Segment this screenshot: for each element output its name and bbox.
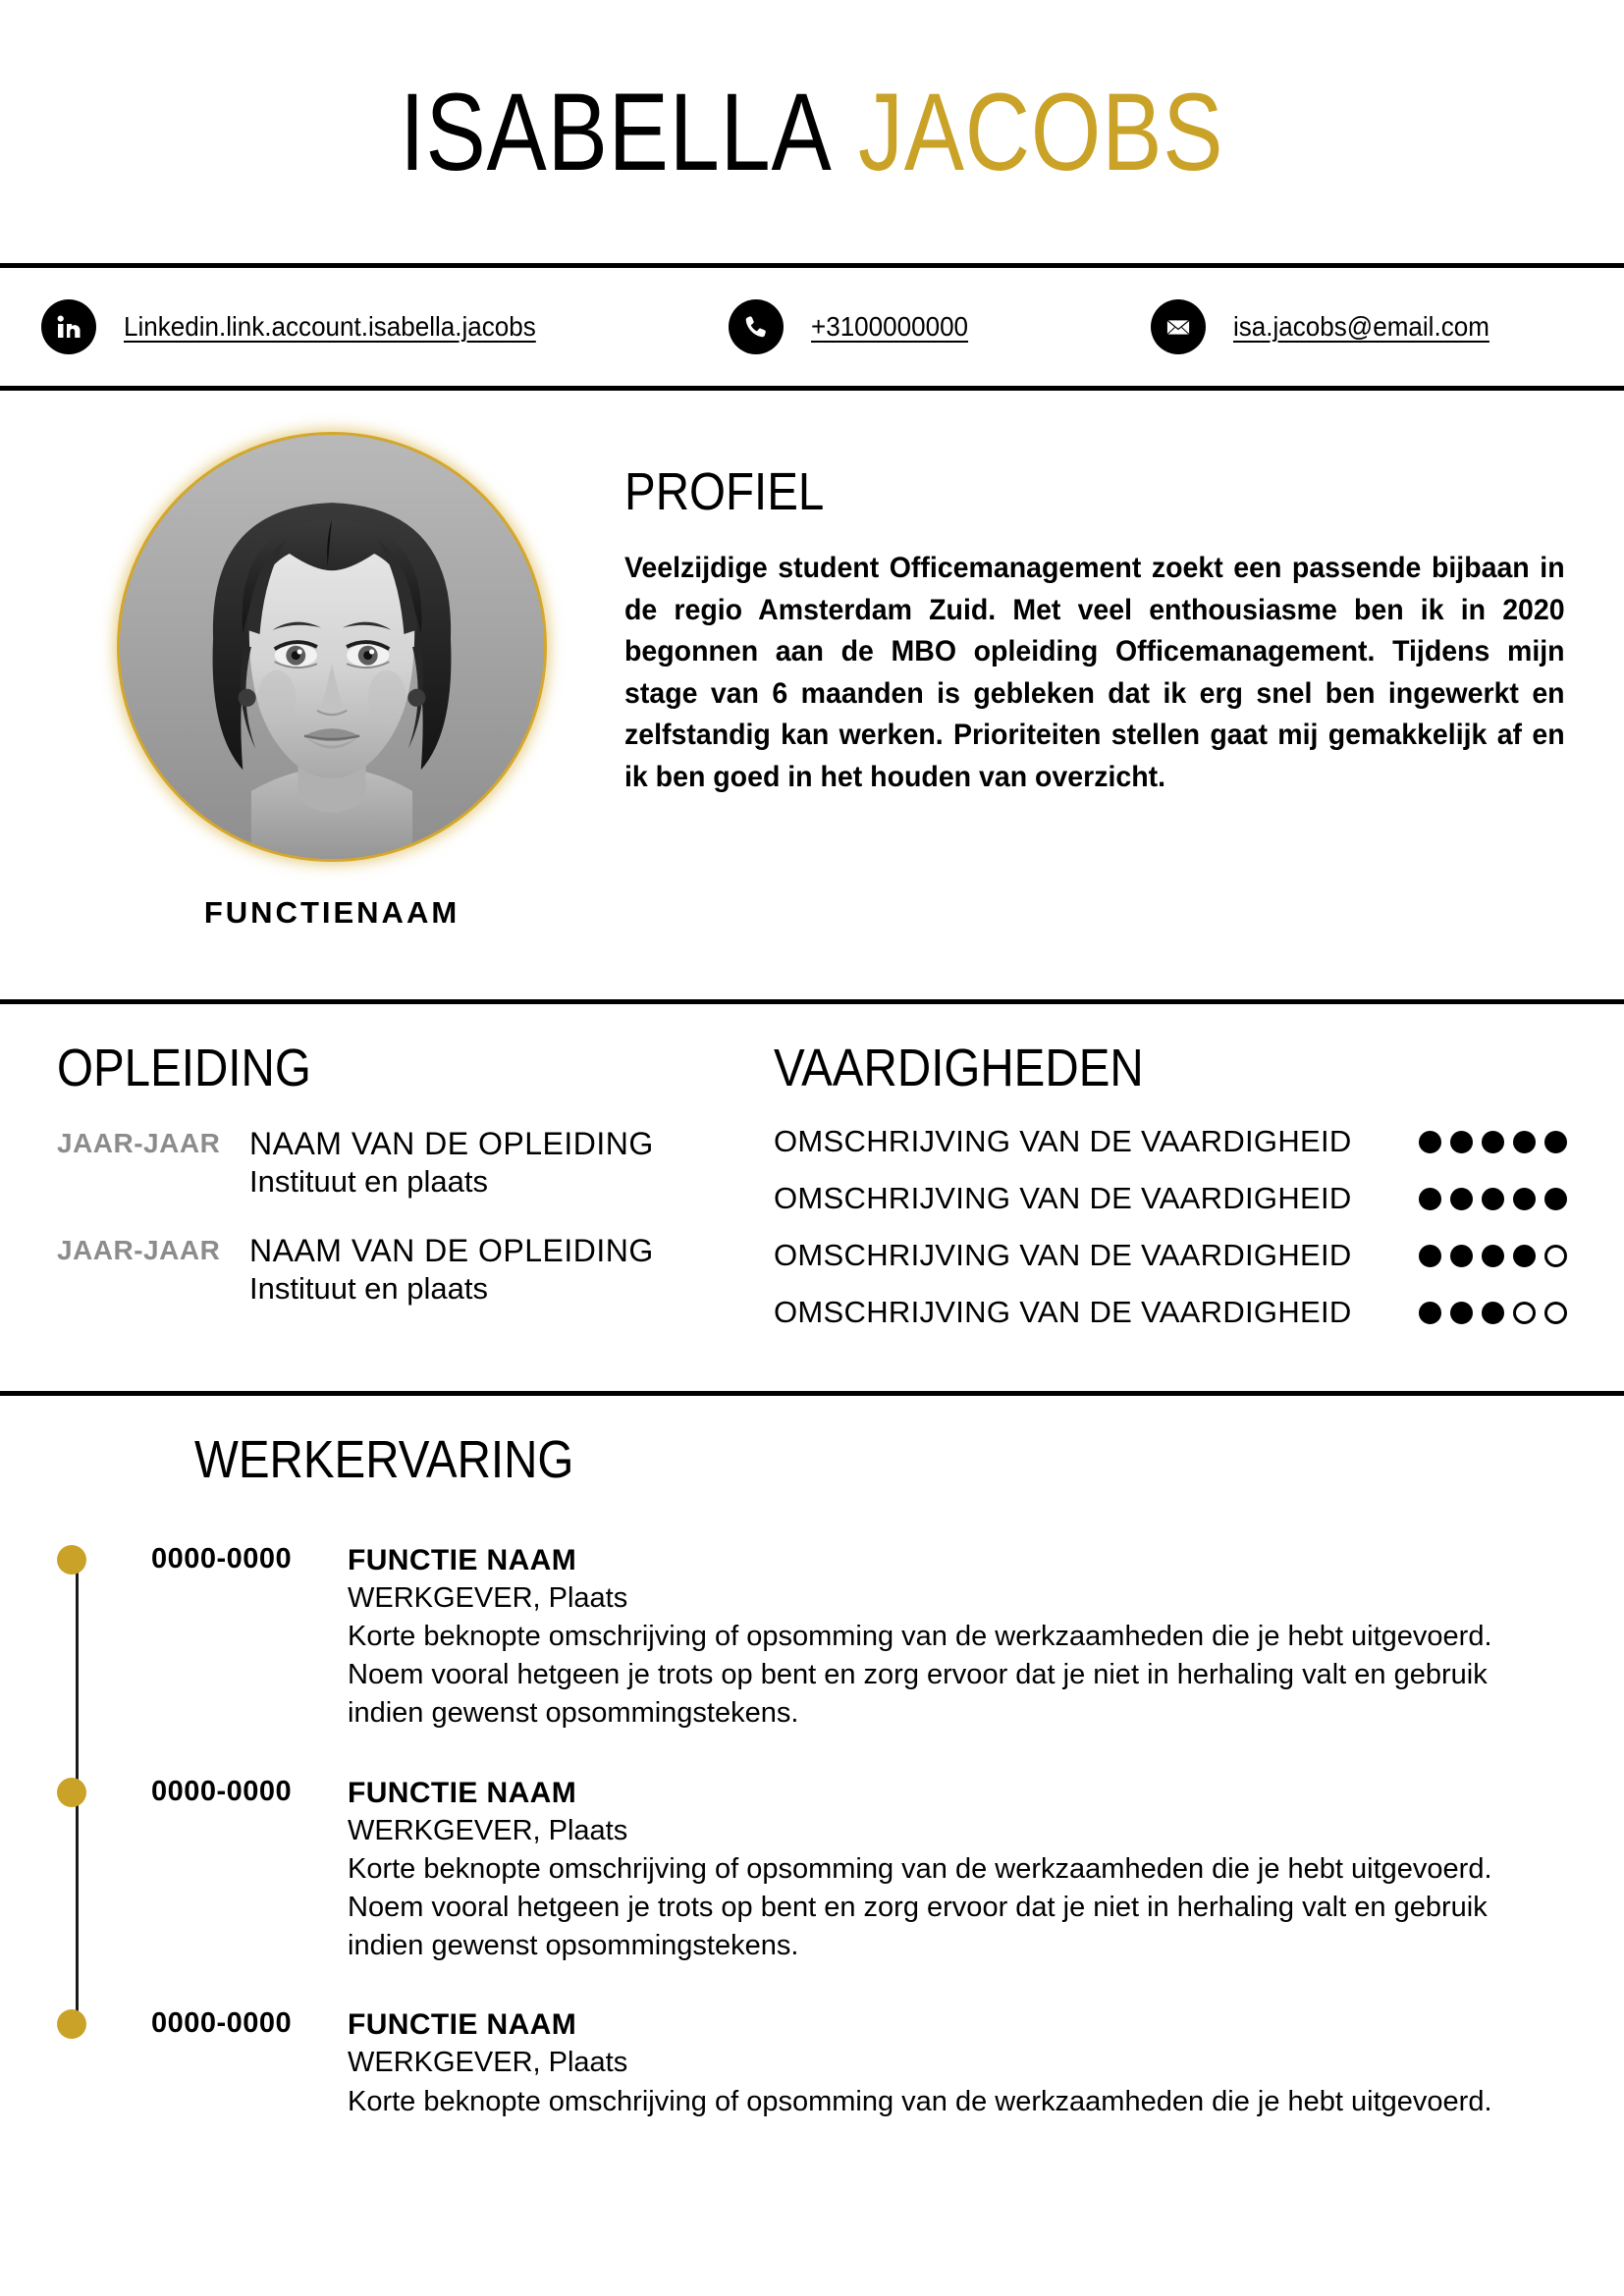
timeline-dot-icon [57,1545,86,1575]
rating-dot-filled [1450,1188,1473,1210]
experience-employer: WERKGEVER, Plaats [348,1582,628,1614]
page-title [0,0,1624,263]
experience-employer: WERKGEVER, Plaats [348,2047,628,2079]
experience-item [151,2005,1567,2120]
skill-rating [1419,1131,1567,1153]
education-column [57,1038,764,1352]
rating-dot-empty [1544,1245,1567,1267]
rating-dot-filled [1544,1131,1567,1153]
rating-dot-filled [1513,1188,1536,1210]
education-institute: Instituut en plaats [249,1164,488,1199]
experience-years: 0000-0000 [151,2007,293,2040]
experience-employer: WERKGEVER, Plaats [348,1814,628,1846]
skills-heading: VAARDIGHEDEN [774,1039,1144,1097]
avatar [117,432,547,862]
education-item [57,1231,764,1308]
rating-dot-filled [1544,1188,1567,1210]
rating-dot-filled [1450,1245,1473,1267]
skill-item [774,1181,1567,1216]
experience-item [151,1541,1567,1733]
education-name: NAAM VAN DE OPLEIDING [249,1126,654,1161]
profile-column [607,432,1567,970]
education-item [57,1124,764,1201]
contact-phone[interactable] [729,299,1151,354]
rating-dot-filled [1513,1131,1536,1153]
education-list [57,1124,764,1308]
rating-dot-filled [1513,1245,1536,1267]
experience-description: Korte beknopte omschrijving of opsomming van de werkzaamheden die je hebt uitgevoerd. [348,2085,1492,2117]
education-years: JAAR-JAAR [57,1234,221,1265]
rating-dot-filled [1419,1302,1441,1324]
experience-timeline [57,1541,1567,2120]
experience-years: 0000-0000 [151,1775,293,1807]
rating-dot-filled [1419,1131,1441,1153]
experience-years: 0000-0000 [151,1543,293,1575]
skill-rating [1419,1245,1567,1267]
skill-rating [1419,1302,1567,1324]
experience-section [0,1396,1624,2160]
experience-role: FUNCTIE NAAM [348,1776,577,1809]
envelope-icon [1151,299,1206,354]
education-institute: Instituut en plaats [249,1270,488,1306]
rating-dot-filled [1419,1245,1441,1267]
contact-email[interactable] [1151,299,1583,354]
email-address: isa.jacobs@email.com [1233,311,1489,342]
timeline-dot-icon [57,1778,86,1807]
education-heading: OPLEIDING [57,1039,311,1097]
experience-item [151,1774,1567,1965]
rating-dot-filled [1482,1188,1504,1210]
education-skills-section [0,1004,1624,1391]
last-name: JACOBS [858,70,1224,193]
phone-icon [729,299,784,354]
rating-dot-empty [1513,1302,1536,1324]
linkedin-url: Linkedin.link.account.isabella.jacobs [124,311,536,342]
linkedin-icon [41,299,96,354]
skill-label: OMSCHRIJVING VAN DE VAARDIGHEID [774,1238,1352,1272]
contact-linkedin[interactable] [41,299,729,354]
skill-item [774,1238,1567,1273]
skill-label: OMSCHRIJVING VAN DE VAARDIGHEID [774,1295,1352,1329]
profile-paragraph: Veelzijdige student Officemanagement zoekt een passende bijbaan in de regio Amsterdam Zuid. Met veel enthousiasme ben ik in 2020 begonnen aan de MBO opleiding Officemanagement. Tijdens mijn stage van 6 maanden is gebleken dat ik erg snel ben ingewerkt en zelfstandig kan werken. Prioriteiten stellen gaat mij gemakkelijk af en ik ben goed in het houden van overzicht. [624,552,1565,793]
full-name [400,69,1223,195]
phone-number: +3100000000 [811,311,969,342]
rating-dot-empty [1544,1302,1567,1324]
experience-details [348,2005,1567,2120]
experience-role: FUNCTIE NAAM [348,1544,577,1576]
skill-label: OMSCHRIJVING VAN DE VAARDIGHEID [774,1124,1352,1158]
experience-description: Korte beknopte omschrijving of opsomming van de werkzaamheden die je hebt uitgevoerd. Noem vooral hetgeen je trots op bent en zorg ervoor dat je niet in herhaling valt en gebruik indien gewenst opsommingstekens. [348,1621,1492,1729]
experience-role: FUNCTIE NAAM [348,2008,577,2042]
skill-label: OMSCHRIJVING VAN DE VAARDIGHEID [774,1181,1352,1215]
job-title-caption: FUNCTIENAAM [203,895,460,930]
education-name: NAAM VAN DE OPLEIDING [249,1232,654,1268]
portrait-illustration [120,435,544,859]
skill-item [774,1295,1567,1330]
rating-dot-filled [1450,1131,1473,1153]
skill-item [774,1124,1567,1159]
rating-dot-filled [1419,1188,1441,1210]
photo-column [57,432,607,970]
rating-dot-filled [1482,1131,1504,1153]
rating-dot-filled [1482,1302,1504,1324]
contact-bar [0,268,1624,386]
rating-dot-filled [1450,1302,1473,1324]
experience-details [348,1541,1567,1733]
profile-section [0,391,1624,999]
experience-details [348,1774,1567,1965]
profile-heading: PROFIEL [624,462,825,521]
experience-description: Korte beknopte omschrijving of opsomming van de werkzaamheden die je hebt uitgevoerd. Noem vooral hetgeen je trots op bent en zorg ervoor dat je niet in herhaling valt en gebruik indien gewenst opsommingstekens. [348,1852,1492,1961]
education-details [249,1231,654,1308]
first-name: ISABELLA [400,70,833,193]
skills-list [774,1124,1567,1330]
skills-column [764,1038,1567,1352]
education-years: JAAR-JAAR [57,1128,221,1158]
timeline-dot-icon [57,2009,86,2039]
education-details [249,1124,654,1201]
skill-rating [1419,1188,1567,1210]
experience-heading: WERKERVARING [194,1430,574,1489]
rating-dot-filled [1482,1245,1504,1267]
